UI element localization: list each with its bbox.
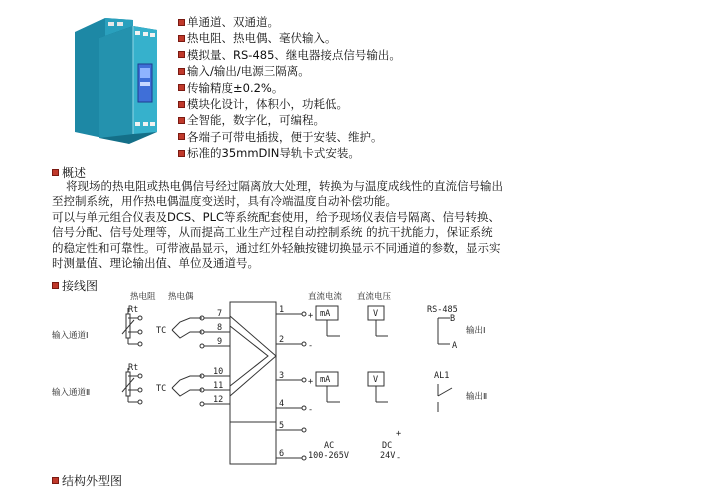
terminal-12 [200, 402, 204, 406]
terminal-1 [302, 312, 306, 316]
feature-item: 标准的35mmDIN导轨卡式安装。 [178, 145, 401, 161]
overview-heading: 概述 [52, 164, 86, 181]
bullet-icon [52, 477, 59, 484]
terminal-4-label: 4 [279, 399, 285, 409]
terminal-11-label: 11 [213, 381, 224, 391]
output-ch2-label: 输出Ⅱ [466, 392, 488, 402]
terminal-6 [302, 456, 306, 460]
bullet-icon [178, 84, 185, 91]
terminal-9 [200, 344, 204, 348]
rs485-a-label: A [452, 341, 458, 351]
plus-label-1: + [308, 311, 314, 321]
terminal-2 [302, 342, 306, 346]
terminal-6-label: 6 [279, 449, 285, 459]
rs485-b-label: B [450, 314, 456, 324]
terminal-8-label: 8 [217, 323, 223, 333]
header-tc: 热电偶 [168, 292, 194, 302]
rs485-output [438, 318, 450, 344]
v-label-1: V [373, 309, 379, 319]
feature-item: 输入/输出/电源三隔离。 [178, 63, 401, 79]
input-ch2-label: 输入通道Ⅱ [52, 388, 91, 398]
bullet-icon [178, 68, 185, 75]
overview-paragraph-1: 将现场的热电阻或热电偶信号经过隔离放大处理，转换为与温度成线性的直流信号输出至控制系统，用作热电偶温度变送时，具有冷端温度自动补偿功能。 [52, 179, 503, 209]
feature-item: 模拟量、RS-485、继电器接点信号输出。 [178, 47, 401, 63]
ma-label-1: mA [320, 309, 331, 319]
feature-item: 单通道、双通道。 [178, 14, 401, 30]
rtd-ch2 [122, 368, 140, 402]
terminal-10-label: 10 [213, 367, 224, 377]
header-dc-voltage: 直流电压 [357, 292, 392, 302]
dc-plus-label: + [396, 429, 402, 439]
minus-label-1: - [308, 341, 314, 351]
output-ch1-label: 输出Ⅰ [466, 326, 486, 336]
feature-item: 传输精度±0.2%。 [178, 80, 401, 96]
relay-output [438, 384, 452, 412]
bullet-icon [178, 117, 185, 124]
dc-label: DC [382, 441, 393, 451]
dc-minus-label: - [396, 453, 402, 463]
minus-label-2: - [308, 405, 314, 415]
bullet-icon [178, 19, 185, 26]
bullet-icon [178, 150, 185, 157]
terminal-3-label: 3 [279, 371, 285, 381]
tc-label-2: TC [156, 384, 167, 394]
dc-voltage-label: 24V [380, 451, 396, 461]
bullet-icon [52, 169, 59, 176]
terminal-5-label: 5 [279, 421, 285, 431]
feature-item: 全智能，数字化，可编程。 [178, 112, 401, 128]
rt-label-2: Rt [128, 363, 139, 373]
al1-label: AL1 [434, 371, 450, 381]
ma-label-2: mA [320, 375, 331, 385]
terminal-3 [302, 378, 306, 382]
bullet-icon [178, 51, 185, 58]
product-image [55, 12, 175, 144]
rs485-label: RS-485 [427, 305, 458, 315]
v-label-2: V [373, 375, 379, 385]
tc-label-1: TC [156, 326, 167, 336]
terminal-1-label: 1 [279, 305, 285, 315]
tc-ch1 [172, 318, 202, 338]
feature-item: 各端子可带电插拔，便于安装、维护。 [178, 129, 401, 145]
feature-item: 热电阻、热电偶、毫伏输入。 [178, 30, 401, 46]
ac-range-label: 100-265V [308, 451, 349, 461]
module-block [230, 302, 276, 464]
wiring-diagram [40, 288, 510, 468]
rt-label-1: Rt [128, 305, 139, 315]
feature-item: 模块化设计，体积小，功耗低。 [178, 96, 401, 112]
header-rtd: 热电阻 [130, 292, 156, 302]
overview-paragraph-2: 可以与单元组合仪表及DCS、PLC等系统配套使用，给予现场仪表信号隔离、信号转换、信号分配、信号处理等，从而提高工业生产过程自动控制系统 的抗干扰能力，保证系统的稳定性和可靠性。可带液晶显示，通过红外轻触按键切换显示不同通道的参数，显示实时测量值、理论输出值、单位及通道号。 [52, 210, 501, 270]
terminal-2-label: 2 [279, 335, 285, 345]
plus-label-2: + [308, 377, 314, 387]
terminal-4 [302, 406, 306, 410]
tc-ch2 [172, 376, 202, 396]
header-dc-current: 直流电流 [308, 292, 343, 302]
bullet-icon [178, 133, 185, 140]
bullet-icon [178, 35, 185, 42]
terminal-7-label: 7 [217, 309, 223, 319]
structure-heading: 结构外型图 [52, 472, 122, 489]
wiring-heading: 接线图 [52, 277, 98, 294]
terminal-9-label: 9 [217, 337, 223, 347]
input-ch1-label: 输入通道Ⅰ [52, 331, 89, 341]
terminal-5 [302, 428, 306, 432]
feature-list [178, 14, 401, 162]
ac-label: AC [324, 441, 335, 451]
terminal-12-label: 12 [213, 395, 224, 405]
bullet-icon [178, 101, 185, 108]
